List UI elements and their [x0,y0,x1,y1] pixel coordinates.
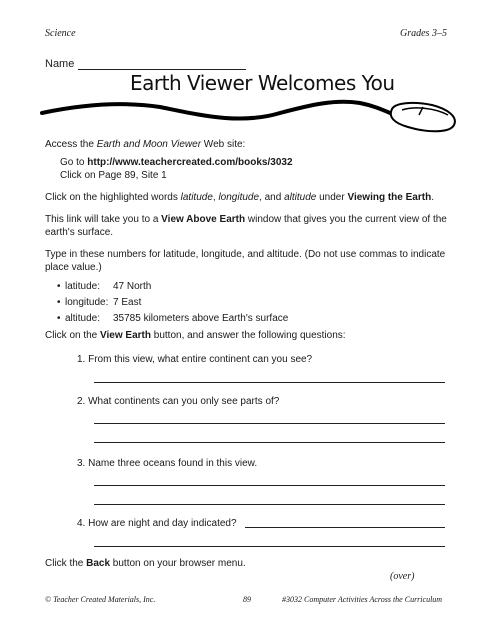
name-blank-line [78,69,246,70]
over-note: (over) [390,571,415,582]
question-3: 3. Name three oceans found in this view. [77,458,258,469]
mouse-cord-graphic [40,95,460,140]
goto-line: Go to http://www.teachercreated.com/books/3032 [60,157,293,168]
question-2: 2. What continents can you only see parts of? [77,396,280,407]
name-label: Name [45,58,75,70]
viewing-earth-link[interactable]: Viewing the Earth [347,192,432,203]
click-page-line: Click on Page 89, Site 1 [60,170,167,181]
footer-page-number: 89 [243,595,251,604]
site-url-link[interactable]: http://www.teachercreated.com/books/3032 [87,157,293,168]
grades-label: Grades 3–5 [400,28,447,39]
instructions-paragraph: Type in these numbers for latitude, longitude, and altitude. (Do not use commas to indicate place value.) [45,249,446,273]
site-name: Earth and Moon Viewer [96,139,202,150]
answer-line[interactable] [94,485,445,486]
computer-mouse-icon [391,103,455,131]
question-4: 4. How are night and day indicated? [77,518,237,529]
back-button-label: Back [86,558,111,569]
question-1: 1. From this view, what entire continent can you see? [77,354,313,365]
answer-line[interactable] [94,504,445,505]
subject-label: Science [45,28,76,39]
back-paragraph: Click the Back button on your browser menu. [45,558,246,569]
view-earth-button-label: View Earth [100,330,151,341]
highlighted-words-paragraph: Click on the highlighted words latitude, longitude, and altitude under Viewing the Earth. [45,192,434,203]
answer-line[interactable] [94,423,445,424]
intro-paragraph: Access the Earth and Moon Viewer Web site: [45,139,246,150]
answer-line[interactable] [94,382,445,383]
answer-line[interactable] [94,546,445,547]
view-earth-paragraph: Click on the View Earth button, and answer the following questions: [45,330,346,341]
list-item: • longitude: 7 East [57,297,142,308]
list-item: • latitude: 47 North [57,281,152,292]
footer-book-title: #3032 Computer Activities Across the Curriculum [282,595,443,604]
list-item: • altitude: 35785 kilometers above Earth's surface [57,313,289,324]
footer-copyright: © Teacher Created Materials, Inc. [45,595,156,604]
answer-line[interactable] [245,527,445,528]
view-window-paragraph: This link will take you to a View Above Earth window that gives you the current view of the earth's surface. [45,214,447,238]
answer-line[interactable] [94,442,445,443]
page-title: Earth Viewer Welcomes You [130,71,395,95]
